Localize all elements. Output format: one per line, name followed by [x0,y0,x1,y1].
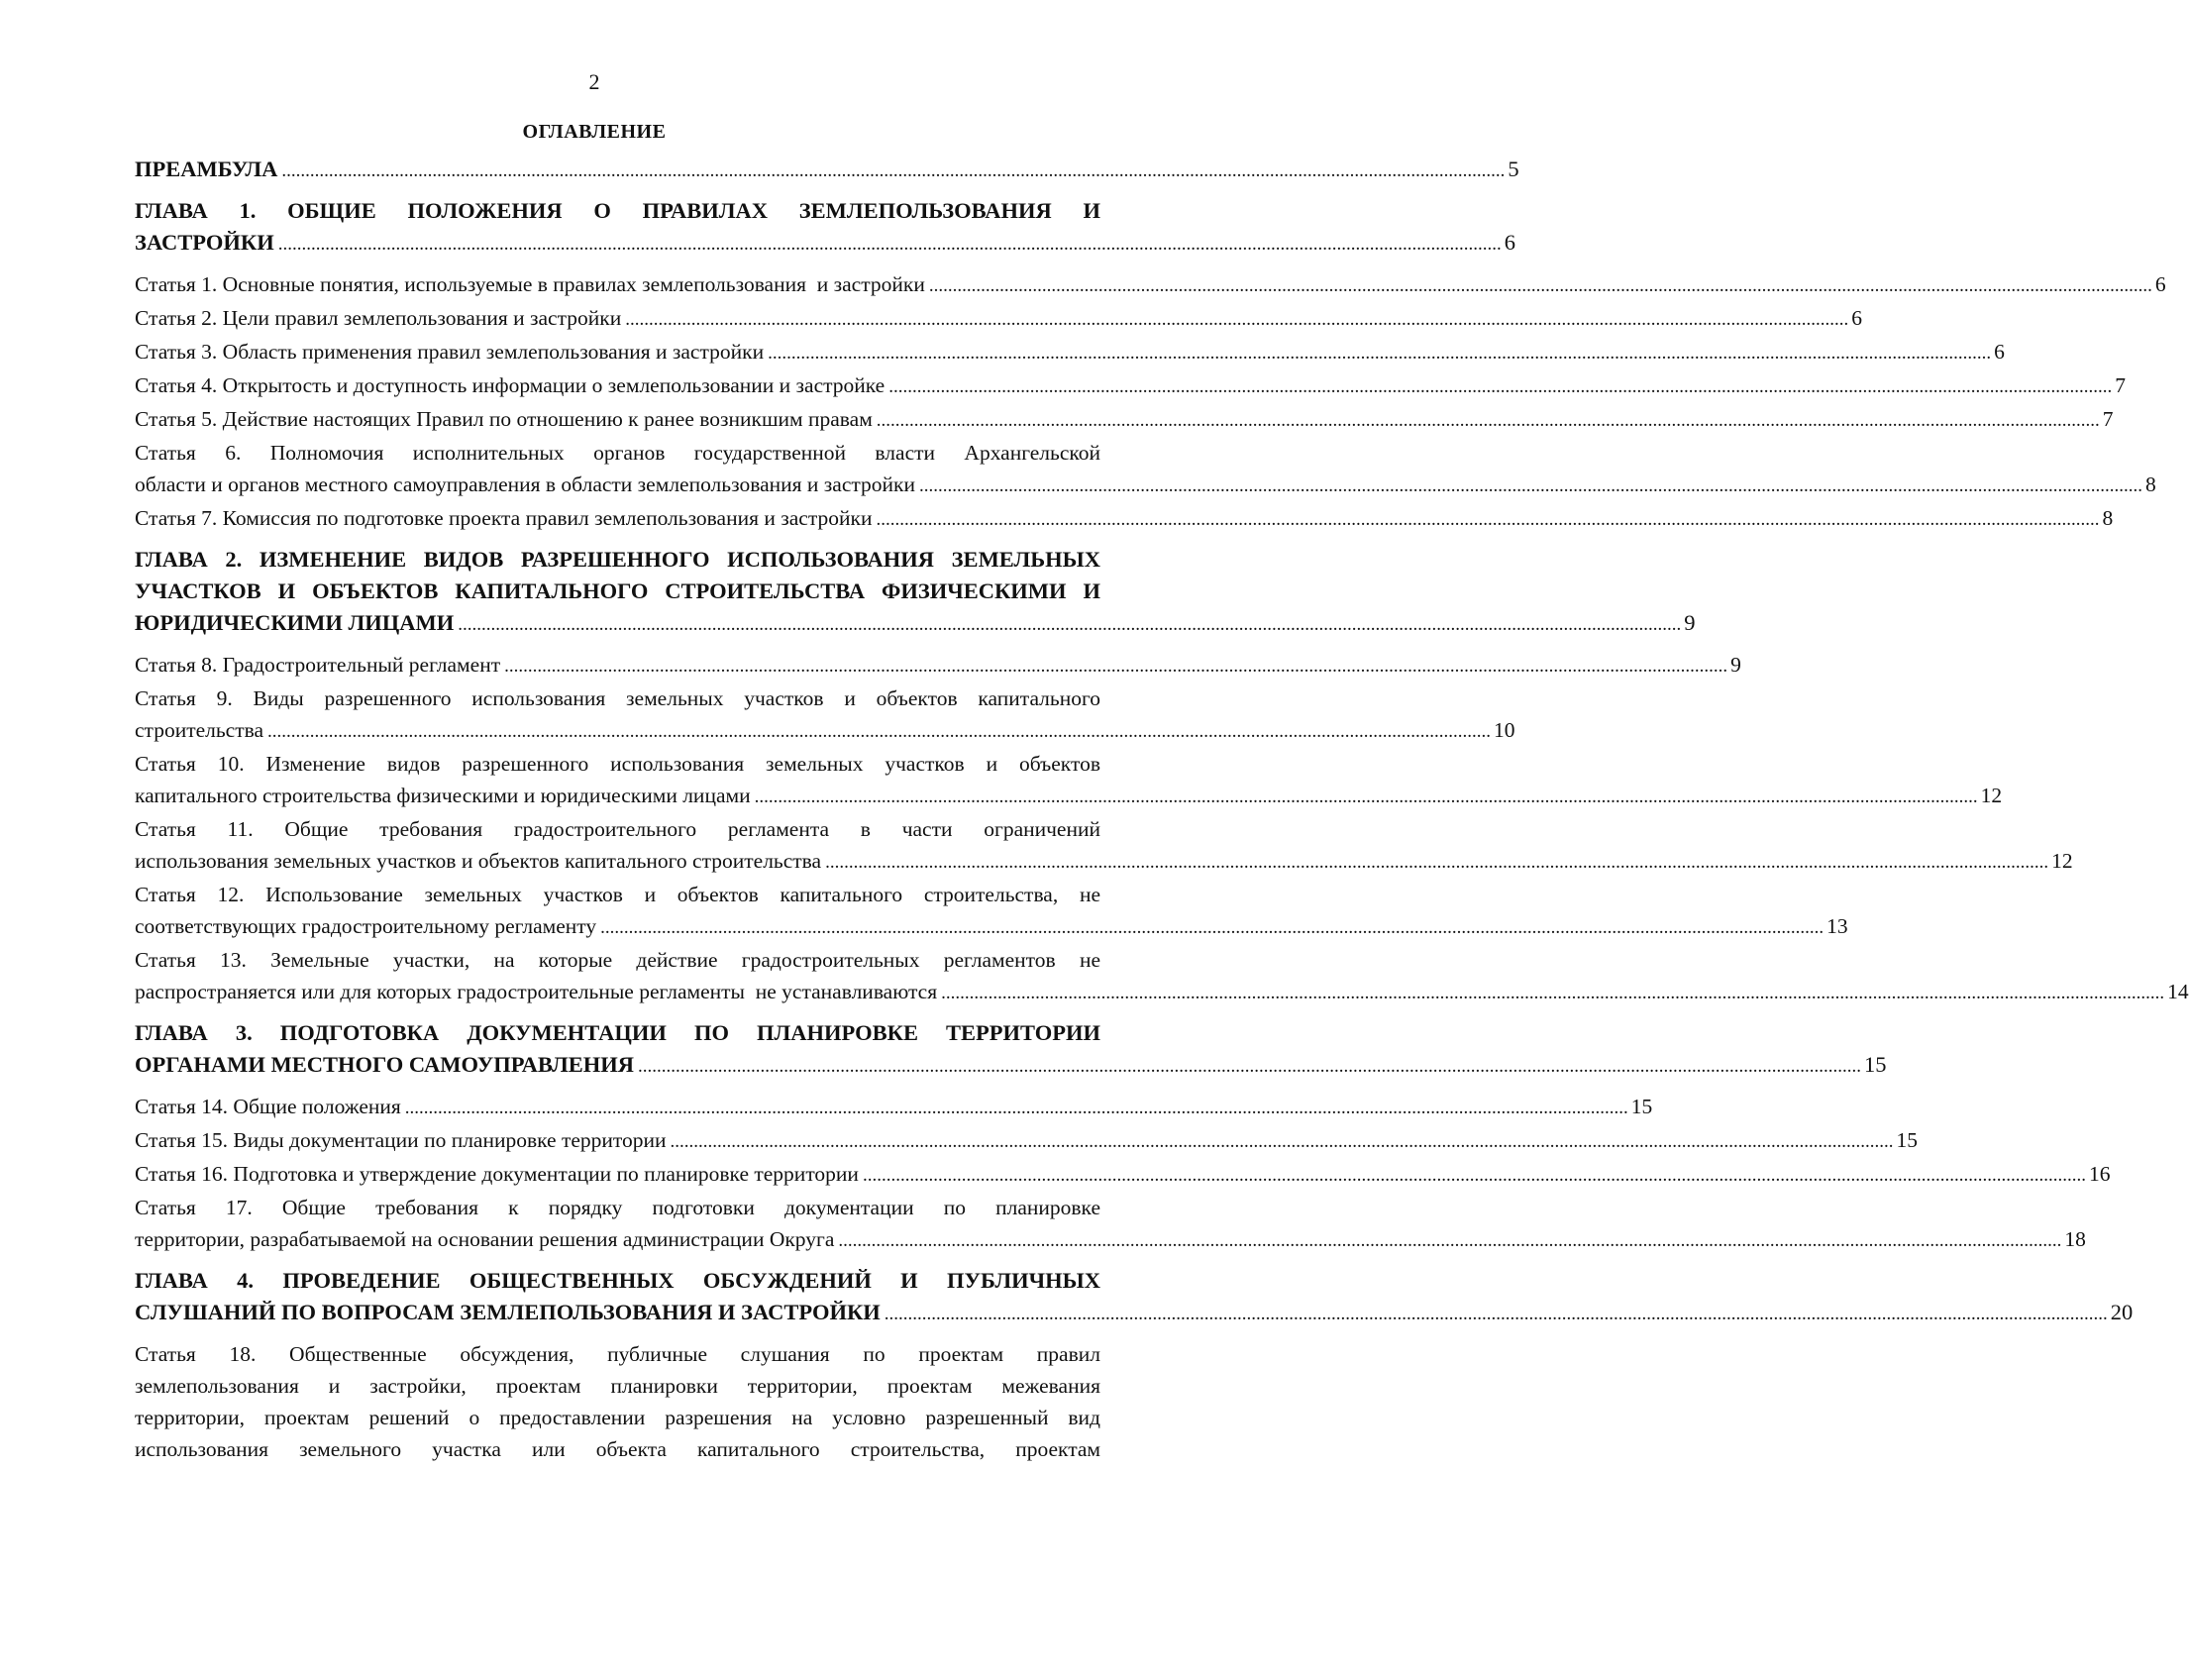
toc-article-line: Статья 6. Полномочия исполнительных органов государственной власти Архангельской [135,441,1100,465]
dot-leader: .................................................................................................................................................................................................................................................................... [458,614,1682,635]
table-of-contents [135,154,2189,1465]
toc-page-number: 13 [1826,914,1848,938]
dot-leader: .................................................................................................................................................................................................................................................................... [670,1131,1894,1152]
toc-article-line [135,403,2114,437]
toc-page-number: 7 [2115,373,2126,397]
toc-entry-text: Статья 15. Виды документации по планировке территории [135,1128,667,1152]
dot-leader: .................................................................................................................................................................................................................................................................... [876,509,2100,530]
toc-article-line [135,714,1515,748]
toc-page-number: 10 [1494,718,1515,742]
toc-article-line [135,1158,2111,1192]
toc-page-number: 16 [2088,1162,2111,1186]
toc-chapter-line: ГЛАВА 2. ИЗМЕНЕНИЕ ВИДОВ РАЗРЕШЕННОГО ИСПОЛЬЗОВАНИЯ ЗЕМЕЛЬНЫХ [135,547,1100,572]
toc-article-line: Статья 10. Изменение видов разрешенного использования земельных участков и объектов [135,752,1100,776]
toc-page-number: 5 [1508,157,1519,181]
toc-page-number: 20 [2110,1300,2134,1324]
toc-entry-text: Статья 4. Открытость и доступность информации о землепользовании и застройке [135,373,886,397]
toc-article-line: Статья 9. Виды разрешенного использования земельных участков и объектов капитального [135,686,1100,710]
dot-leader: .................................................................................................................................................................................................................................................................... [928,275,2152,296]
dot-leader: .................................................................................................................................................................................................................................................................... [638,1056,1862,1077]
toc-page-number: 6 [1851,306,1862,330]
dot-leader: .................................................................................................................................................................................................................................................................... [888,376,2113,397]
dot-leader: .................................................................................................................................................................................................................................................................... [862,1165,2086,1186]
toc-article-line [135,976,2189,1009]
dot-leader: .................................................................................................................................................................................................................................................................... [754,787,1978,807]
toc-article-line [135,1223,2086,1257]
toc-entry-text: Статья 3. Область применения правил землепользования и застройки [135,340,765,364]
toc-entry-text: Статья 1. Основные понятия, используемые в правилах землепользования и застройки [135,272,925,296]
toc-page-number: 6 [1504,230,1515,255]
toc-entry-text: области и органов местного самоуправления в области землепользования и застройки [135,472,915,496]
toc-chapter-line: ГЛАВА 3. ПОДГОТОВКА ДОКУМЕНТАЦИИ ПО ПЛАНИРОВКЕ ТЕРРИТОРИИ [135,1020,1100,1045]
toc-article-line: Статья 18. Общественные обсуждения, публичные слушания по проектам правил [135,1342,1100,1366]
toc-article-line [135,1124,1919,1158]
toc-page-number: 15 [1630,1095,1653,1118]
toc-article-line: Статья 11. Общие требования градостроительного регламента в части ограничений [135,817,1100,841]
toc-page-number: 6 [2154,272,2166,296]
dot-leader: .................................................................................................................................................................................................................................................................... [404,1098,1628,1118]
toc-entry-text: строительства [135,718,264,742]
dot-leader: .................................................................................................................................................................................................................................................................... [876,410,2100,431]
dot-leader: .................................................................................................................................................................................................................................................................... [838,1230,2062,1251]
toc-article-line: территории, проектам решений о предоставлении разрешения на условно разрешенный вид [135,1406,1100,1429]
toc-entry-text: ЮРИДИЧЕСКИМИ ЛИЦАМИ [135,610,455,635]
dot-leader: .................................................................................................................................................................................................................................................................... [825,852,2049,873]
toc-page-number: 8 [2144,472,2156,496]
toc-page-number: 12 [1980,784,2003,807]
toc-chapter-line: ГЛАВА 1. ОБЩИЕ ПОЛОЖЕНИЯ О ПРАВИЛАХ ЗЕМЛЕПОЛЬЗОВАНИЯ И [135,198,1100,223]
toc-article-line [135,780,2003,813]
toc-article-line: Статья 17. Общие требования к порядку подготовки документации по планировке [135,1196,1100,1219]
dot-leader: .................................................................................................................................................................................................................................................................... [884,1304,2108,1324]
dot-leader: .................................................................................................................................................................................................................................................................... [941,983,2165,1003]
toc-chapter-line [135,607,1696,641]
toc-page-number: 9 [1730,653,1741,677]
toc-entry-text: капитального строительства физическими и юридическими лицами [135,784,751,807]
toc-page-number: 6 [1994,340,2005,364]
toc-entry-text: Статья 7. Комиссия по подготовке проекта правил землепользования и застройки [135,506,873,530]
toc-article-line [135,469,2156,502]
toc-chapter-line [135,154,1519,187]
toc-page-number: 12 [2051,849,2073,873]
toc-page-number: 15 [1896,1128,1919,1152]
dot-leader: .................................................................................................................................................................................................................................................................... [600,917,1824,938]
toc-entry-text: СЛУШАНИЙ ПО ВОПРОСАМ ЗЕМЛЕПОЛЬЗОВАНИЯ И ЗАСТРОЙКИ [135,1300,881,1324]
toc-chapter-line [135,1049,1887,1083]
toc-entry-text: Статья 14. Общие положения [135,1095,401,1118]
toc-article-line [135,502,2114,536]
toc-entry-text: ОРГАНАМИ МЕСТНОГО САМОУПРАВЛЕНИЯ [135,1052,635,1077]
toc-article-line: Статья 12. Использование земельных участков и объектов капитального строительства, не [135,883,1100,906]
dot-leader: .................................................................................................................................................................................................................................................................... [504,656,1728,677]
dot-leader: .................................................................................................................................................................................................................................................................... [277,234,1502,255]
toc-page-number: 18 [2064,1227,2086,1251]
page-number: 2 [588,69,600,94]
toc-entry-text: территории, разрабатываемой на основании решения администрации Округа [135,1227,835,1251]
dot-leader: .................................................................................................................................................................................................................................................................... [918,475,2142,496]
toc-article-line [135,369,2126,403]
toc-chapter-line [135,1297,2134,1330]
toc-page-number: 9 [1684,610,1696,635]
toc-article-line [135,1091,1653,1124]
toc-article-line [135,845,2073,879]
toc-entry-text: Статья 2. Цели правил землепользования и застройки [135,306,622,330]
toc-article-line [135,336,2005,369]
toc-article-line [135,302,1862,336]
dot-leader: .................................................................................................................................................................................................................................................................... [768,343,1992,364]
toc-entry-text: соответствующих градостроительному регламенту [135,914,597,938]
toc-page-number: 7 [2102,407,2114,431]
toc-page-number: 15 [1864,1052,1887,1077]
toc-page-number: 14 [2167,980,2189,1003]
toc-article-line: Статья 13. Земельные участки, на которые действие градостроительных регламентов не [135,948,1100,972]
toc-entry-text: ЗАСТРОЙКИ [135,230,274,255]
toc-article-line: землепользования и застройки, проектам планировки территории, проектам межевания [135,1374,1100,1398]
toc-entry-text: использования земельных участков и объектов капитального строительства [135,849,822,873]
toc-page-number: 8 [2102,506,2114,530]
toc-entry-text: Статья 8. Градостроительный регламент [135,653,501,677]
toc-article-line: использования земельного участка или объекта капитального строительства, проектам [135,1437,1100,1461]
dot-leader: .................................................................................................................................................................................................................................................................... [625,309,1849,330]
dot-leader: .................................................................................................................................................................................................................................................................... [281,160,1506,181]
dot-leader: .................................................................................................................................................................................................................................................................... [267,721,1492,742]
toc-title: ОГЛАВЛЕНИЕ [522,121,667,143]
toc-article-line [135,649,1741,682]
toc-chapter-line [135,227,1515,261]
toc-article-line [135,910,1848,944]
toc-entry-text: распространяется или для которых градостроительные регламенты не устанавливаются [135,980,938,1003]
toc-chapter-line: ГЛАВА 4. ПРОВЕДЕНИЕ ОБЩЕСТВЕННЫХ ОБСУЖДЕНИЙ И ПУБЛИЧНЫХ [135,1268,1100,1293]
toc-entry-text: Статья 16. Подготовка и утверждение документации по планировке территории [135,1162,859,1186]
toc-entry-text: Статья 5. Действие настоящих Правил по отношению к ранее возникшим правам [135,407,873,431]
toc-entry-text: ПРЕАМБУЛА [135,157,278,181]
toc-chapter-line: УЧАСТКОВ И ОБЪЕКТОВ КАПИТАЛЬНОГО СТРОИТЕЛЬСТВА ФИЗИЧЕСКИМИ И [135,578,1100,603]
toc-article-line [135,268,2166,302]
